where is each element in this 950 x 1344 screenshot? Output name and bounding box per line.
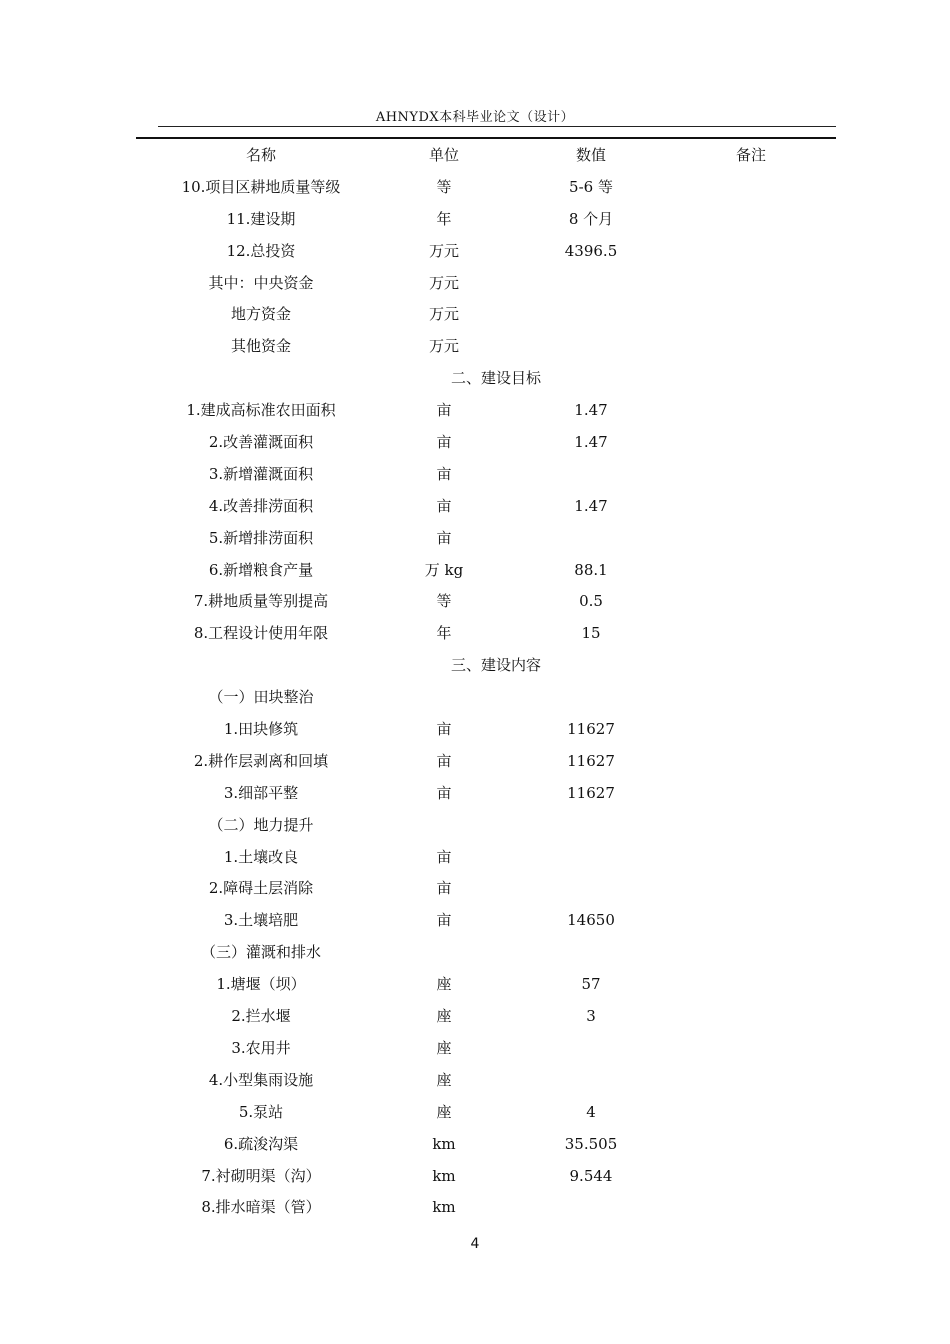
table-row (136, 459, 836, 491)
cell-unit: 亩 (436, 528, 452, 547)
table-row (136, 299, 836, 331)
table-row (136, 586, 836, 618)
cell-name: （三）灌溉和排水 (200, 943, 321, 962)
cell-name: 8.排水暗渠（管） (201, 1198, 321, 1217)
table-row (136, 1065, 836, 1097)
table-row (136, 523, 836, 555)
cell-value: 14650 (567, 911, 615, 930)
cell-unit: 亩 (436, 433, 452, 452)
cell-name: 2.拦水堰 (231, 1007, 291, 1026)
cell-unit: 座 (436, 975, 452, 994)
cell-name: （二）地力提升 (208, 815, 314, 834)
table-row (136, 746, 836, 778)
project-indicator-table (136, 140, 836, 1224)
table-row (136, 1129, 836, 1161)
cell-name: 6.新增粮食产量 (208, 560, 314, 579)
cell-unit: 万元 (428, 305, 459, 324)
cell-name: 11.建设期 (226, 209, 296, 228)
table-row (136, 842, 836, 874)
cell-value (521, 937, 661, 969)
cell-name: 4.改善排涝面积 (208, 496, 314, 515)
section-heading: 二、建设目标 (450, 369, 541, 388)
cell-unit: 亩 (436, 879, 452, 898)
cell-value: 1.47 (574, 433, 608, 452)
cell-name: （一）田块整治 (208, 688, 314, 707)
cell-unit: 亩 (436, 847, 452, 866)
cell-value: 11627 (567, 751, 615, 770)
table-row (136, 427, 836, 459)
section-heading: 三、建设内容 (450, 656, 541, 675)
table-row (136, 268, 836, 300)
cell-value: 8 个月 (568, 209, 614, 228)
cell-name: 3.农用井 (231, 1038, 291, 1057)
cell-unit: 座 (436, 1007, 452, 1026)
cell-name: 1.建成高标准农田面积 (186, 401, 336, 420)
cell-name: 1.田块修筑 (223, 720, 299, 739)
cell-value (521, 1033, 661, 1065)
cell-value (521, 299, 661, 331)
cell-unit: 亩 (436, 911, 452, 930)
cell-name: 2.障碍土层消除 (208, 879, 314, 898)
section-heading-row (136, 650, 836, 682)
table-row (136, 1001, 836, 1033)
table-row (136, 1192, 836, 1224)
cell-name: 5.泵站 (238, 1102, 284, 1121)
cell-name: 其中：中央资金 (208, 273, 314, 292)
table-row (136, 331, 836, 363)
cell-unit: 亩 (436, 464, 452, 483)
cell-name: 2.改善灌溉面积 (208, 433, 314, 452)
cell-unit: 亩 (436, 401, 452, 420)
cell-unit: 年 (436, 624, 452, 643)
cell-value: 11627 (567, 720, 615, 739)
cell-unit: 座 (436, 1070, 452, 1089)
cell-value (521, 842, 661, 874)
cell-value: 3 (586, 1007, 596, 1026)
cell-value (521, 1065, 661, 1097)
cell-value: 1.47 (574, 401, 608, 420)
table-row (136, 810, 836, 842)
cell-unit: 亩 (436, 783, 452, 802)
table-row (136, 491, 836, 523)
cell-value: 35.505 (564, 1134, 618, 1153)
cell-name: 6.疏浚沟渠 (223, 1134, 299, 1153)
cell-name: 2.耕作层剥离和回填 (193, 751, 329, 770)
page-header-title: AHNYDX本科毕业论文（设计） (375, 110, 575, 125)
cell-value (521, 331, 661, 363)
table-row (136, 1161, 836, 1193)
table-row (136, 778, 836, 810)
cell-name: 1.土壤改良 (223, 847, 299, 866)
cell-value (521, 810, 661, 842)
cell-name: 7.衬砌明渠（沟） (201, 1166, 321, 1185)
column-header-unit: 单位 (428, 146, 459, 164)
table-row (136, 1097, 836, 1129)
table-row (136, 555, 836, 587)
cell-value: 57 (581, 975, 601, 994)
cell-unit: 亩 (436, 720, 452, 739)
cell-name: 5.新增排涝面积 (208, 528, 314, 547)
cell-name: 地方资金 (230, 305, 291, 324)
column-header-value: 数值 (575, 146, 606, 164)
page-number: 4 (470, 1236, 480, 1252)
cell-value (521, 268, 661, 300)
cell-unit (396, 937, 492, 969)
table-row (136, 905, 836, 937)
cell-unit: 年 (436, 209, 452, 228)
cell-value: 11627 (567, 783, 615, 802)
table-row (136, 618, 836, 650)
cell-value (521, 523, 661, 555)
table-row (136, 395, 836, 427)
cell-value (521, 873, 661, 905)
table-body (136, 172, 836, 1224)
cell-value: 1.47 (574, 496, 608, 515)
cell-value: 0.5 (579, 592, 603, 611)
cell-value: 9.544 (569, 1166, 613, 1185)
cell-name: 3.细部平整 (223, 783, 299, 802)
cell-unit: km (432, 1134, 456, 1153)
table-row (136, 172, 836, 204)
cell-unit: km (432, 1198, 456, 1217)
cell-name: 10.项目区耕地质量等级 (181, 177, 341, 196)
cell-unit: km (432, 1166, 456, 1185)
table-row (136, 873, 836, 905)
cell-value: 4396.5 (564, 241, 618, 260)
table-row (136, 937, 836, 969)
column-header-note: 备注 (735, 146, 766, 164)
cell-unit: 亩 (436, 496, 452, 515)
cell-name: 4.小型集雨设施 (208, 1070, 314, 1089)
table-header-row (136, 140, 836, 172)
cell-unit: 万元 (428, 241, 459, 260)
cell-name: 1.塘堰（坝） (216, 975, 306, 994)
section-heading-row (136, 363, 836, 395)
cell-value: 4 (586, 1102, 596, 1121)
cell-unit: 等 (436, 592, 452, 611)
cell-name: 12.总投资 (226, 241, 296, 260)
cell-name: 8.工程设计使用年限 (193, 624, 329, 643)
table-row (136, 204, 836, 236)
cell-unit: 万元 (428, 337, 459, 356)
header-rule (158, 126, 836, 127)
cell-unit: 万元 (428, 273, 459, 292)
table-row (136, 714, 836, 746)
cell-unit (396, 682, 492, 714)
cell-name: 7.耕地质量等别提高 (193, 592, 329, 611)
cell-value: 5-6 等 (569, 177, 613, 196)
cell-name: 3.新增灌溉面积 (208, 464, 314, 483)
column-header-name: 名称 (245, 146, 276, 164)
table-row (136, 969, 836, 1001)
cell-unit: 亩 (436, 751, 452, 770)
cell-value (521, 682, 661, 714)
cell-name: 3.土壤培肥 (223, 911, 299, 930)
cell-value (521, 1192, 661, 1224)
cell-value: 88.1 (574, 560, 608, 579)
cell-unit (396, 810, 492, 842)
cell-value (521, 459, 661, 491)
table-row (136, 236, 836, 268)
table-row (136, 1033, 836, 1065)
cell-value: 15 (581, 624, 601, 643)
cell-unit: 等 (436, 177, 452, 196)
cell-unit: 座 (436, 1038, 452, 1057)
table-row (136, 682, 836, 714)
cell-unit: 万 kg (424, 560, 464, 579)
table-top-rule (136, 137, 836, 139)
cell-name: 其他资金 (230, 337, 291, 356)
cell-unit: 座 (436, 1102, 452, 1121)
